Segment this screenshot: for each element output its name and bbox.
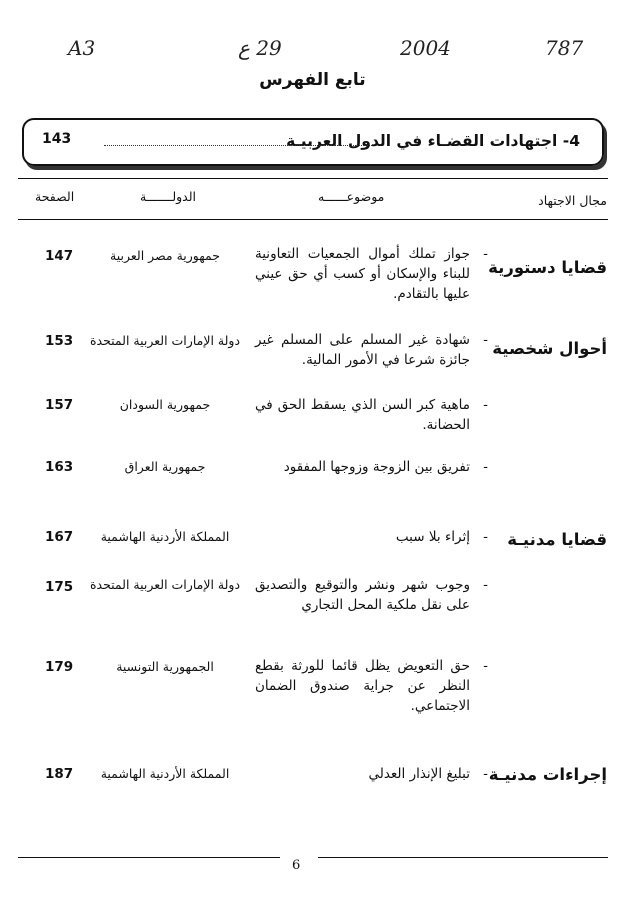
section-title: 4- اجتهادات القضـاء في الدول العربيـة — [286, 132, 580, 150]
header-rule-top — [18, 178, 608, 179]
entry-topic: - تفريق بين الزوجة وزوجها المفقود — [283, 459, 488, 475]
category-constitutional: قضايا دستورية — [488, 258, 607, 277]
handwritten-year: 2004 — [400, 36, 451, 60]
entry-country: جمهورية السودان — [119, 397, 211, 412]
category-civil-cases: قضايا مدنيـة — [507, 530, 607, 549]
entry-country: دولة الإمارات العربية المتحدة — [89, 577, 241, 592]
entry-page: 147 — [45, 248, 74, 264]
entry-topic: - شهادة غير المسلم على المسلم غير جائزة شرعا في الأمور المالية. — [255, 332, 488, 368]
entry-page: 187 — [45, 766, 74, 782]
header-field: مجال الاجتهاد — [538, 193, 607, 208]
entry-topic: - ماهية كبر السن الذي يسقط الحق في الحضانة. — [255, 397, 488, 433]
entry-country: جمهورية العراق — [124, 459, 206, 474]
entry-page: 167 — [45, 529, 74, 545]
footer-page-number: 6 — [292, 858, 301, 873]
page-title: تابع الفهرس — [259, 70, 366, 90]
entry-topic: - تبليغ الإنذار العدلي — [368, 766, 488, 782]
entry-country: المملكة الأردنية الهاشمية — [100, 766, 230, 781]
header-rule-bottom — [18, 219, 608, 220]
handwritten-ref: 787 — [545, 36, 584, 60]
entry-topic: - جواز تملك أموال الجمعيات التعاونية للبناء والإسكان أو كسب أي حق عيني عليها بالتقادم. — [255, 246, 488, 302]
footer-rule-left — [18, 857, 280, 858]
header-topic: موضوعــــــه — [318, 189, 385, 204]
entry-page: 179 — [45, 659, 74, 675]
handwritten-code: A3 — [68, 36, 96, 60]
section-header — [22, 118, 604, 166]
section-page-number: 143 — [42, 131, 72, 147]
category-civil-procedures: إجراءات مدنيـة — [488, 765, 607, 784]
handwritten-number: 29 ع — [238, 36, 282, 60]
header-page: الصفحة — [35, 189, 75, 204]
entry-page: 153 — [45, 333, 74, 349]
entry-page: 163 — [45, 459, 74, 475]
entry-topic: - حق التعويض يظل قائما للورثة بقطع النظر عن جراية صندوق الضمان الاجتماعي. — [255, 658, 488, 714]
entry-topic: - إثراء بلا سبب — [395, 529, 488, 545]
entry-country: المملكة الأردنية الهاشمية — [100, 529, 230, 544]
entry-country: الجمهورية التونسية — [116, 659, 214, 674]
entry-topic: - وجوب شهر ونشر والتوقيع والتصديق على نقل ملكية المحل التجاري — [255, 577, 488, 613]
footer-rule-right — [318, 857, 608, 858]
entry-page: 175 — [45, 579, 74, 595]
entry-country: جمهورية مصر العربية — [110, 248, 220, 263]
category-personal-status: أحوال شخصية — [492, 339, 607, 358]
dotted-leader — [104, 145, 372, 146]
header-country: الدولـــــــة — [140, 189, 197, 204]
entry-page: 157 — [45, 397, 74, 413]
entry-country: دولة الإمارات العربية المتحدة — [89, 333, 241, 348]
